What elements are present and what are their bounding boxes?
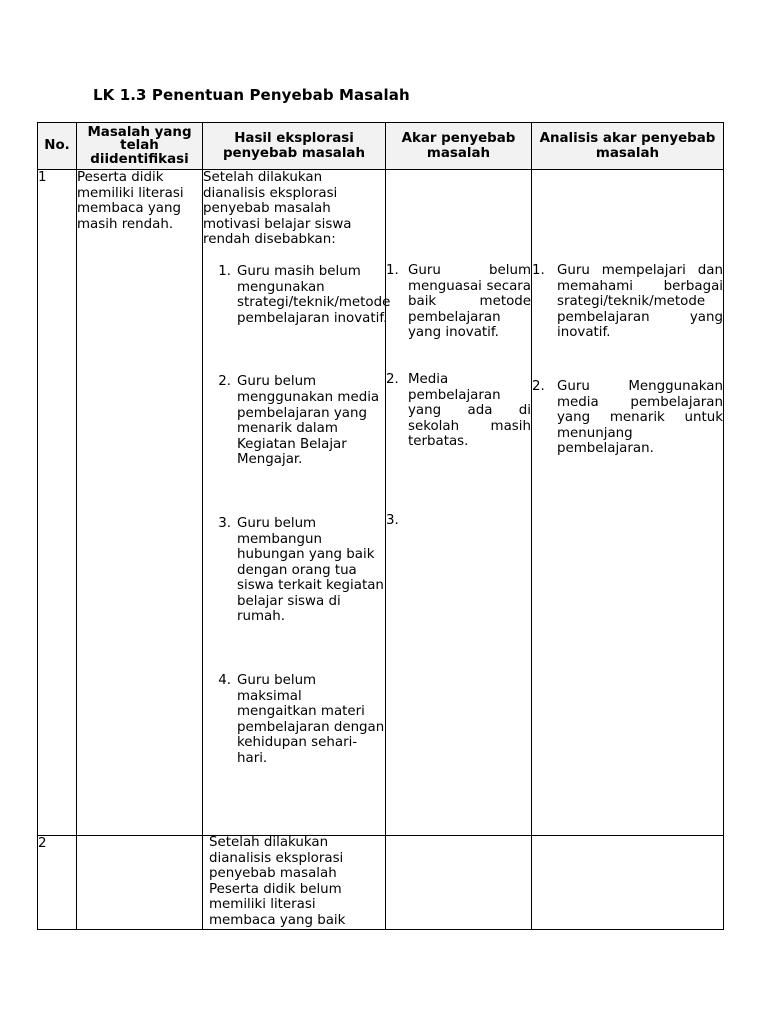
table-header-row (38, 123, 724, 170)
table-row (38, 836, 724, 930)
exploration-cell (203, 836, 386, 930)
list-text: Guru belum membangun hubungan yang baik dengan orang tua siswa terkait kegiatan belajar siswa di rumah. (237, 515, 384, 625)
list-text: Media pembelajaran yang ada di sekolah masih terbatas. (408, 371, 531, 450)
list-number: 1. (218, 263, 231, 279)
list-text: Guru masih belum mengunakan strategi/teknik/metode pembelajaran inovatif. (237, 263, 391, 326)
list-number: 1. (386, 263, 399, 278)
exploration-intro: Setelah dilakukan dianalisis eksplorasi penyebab masalah motivasi belajar siswa rendah disebabkan: (203, 170, 352, 248)
header-analisis: Analisis akar penyebab masalah (532, 123, 724, 170)
list-number: 1. (532, 263, 545, 278)
header-akar: Akar penyebab masalah (386, 123, 532, 170)
list-item (532, 379, 723, 457)
list-number: 2. (218, 374, 231, 390)
header-masalah: Masalah yang telah diidentifikasi (77, 123, 203, 170)
problem-cell: Peserta didik memiliki literasi membaca yang masih rendah. (77, 170, 203, 836)
root-cause-cell (386, 836, 532, 930)
list-number: 2. (532, 378, 545, 394)
analysis-cell (532, 170, 724, 836)
list-text: Guru mempelajari dan memahami berbagai srategi/teknik/metode pembelajaran yang inovatif. (557, 263, 723, 341)
exploration-cell (203, 170, 391, 836)
list-text: Guru belum maksimal mengaitkan materi pembelajaran dengan kehidupan sehari-hari. (237, 673, 385, 767)
list-text: Guru belum menggunakan media pembelajaran yang menarik dalam Kegiatan Belajar Mengajar. (237, 374, 380, 468)
list-number: 2. (386, 371, 399, 387)
list-item (203, 263, 391, 326)
problem-cause-table (37, 122, 724, 930)
exploration-list (203, 263, 391, 767)
list-number: 4. (218, 673, 231, 689)
root-cause-cell (386, 170, 532, 836)
list-item (203, 516, 385, 625)
problem-cell (77, 836, 203, 930)
table-row (38, 170, 724, 836)
exploration-intro: Setelah dilakukan dianalisis eksplorasi penyebab masalah Peserta didik belum memiliki literasi membaca yang baik (209, 835, 346, 928)
list-item (203, 673, 385, 767)
list-number: 3. (386, 512, 399, 528)
list-item (532, 263, 723, 341)
list-item (203, 374, 385, 468)
row-number: 1 (38, 170, 77, 836)
list-text (408, 513, 531, 529)
document-title: LK 1.3 Penentuan Penyebab Masalah (93, 86, 410, 104)
list-item (386, 263, 531, 341)
header-no: No. (38, 123, 77, 170)
list-text: Guru belum menguasai secara baik metode pembelajaran yang inovatif. (408, 263, 531, 341)
header-hasil: Hasil eksplorasi penyebab masalah (203, 123, 386, 170)
list-item (386, 513, 531, 529)
list-text: Guru Menggunakan media pembelajaran yang menarik untuk menunjang pembelajaran. (557, 378, 723, 457)
list-number: 3. (218, 515, 231, 531)
row-number: 2 (38, 836, 77, 930)
analysis-cell (532, 836, 724, 930)
list-item (386, 372, 531, 450)
